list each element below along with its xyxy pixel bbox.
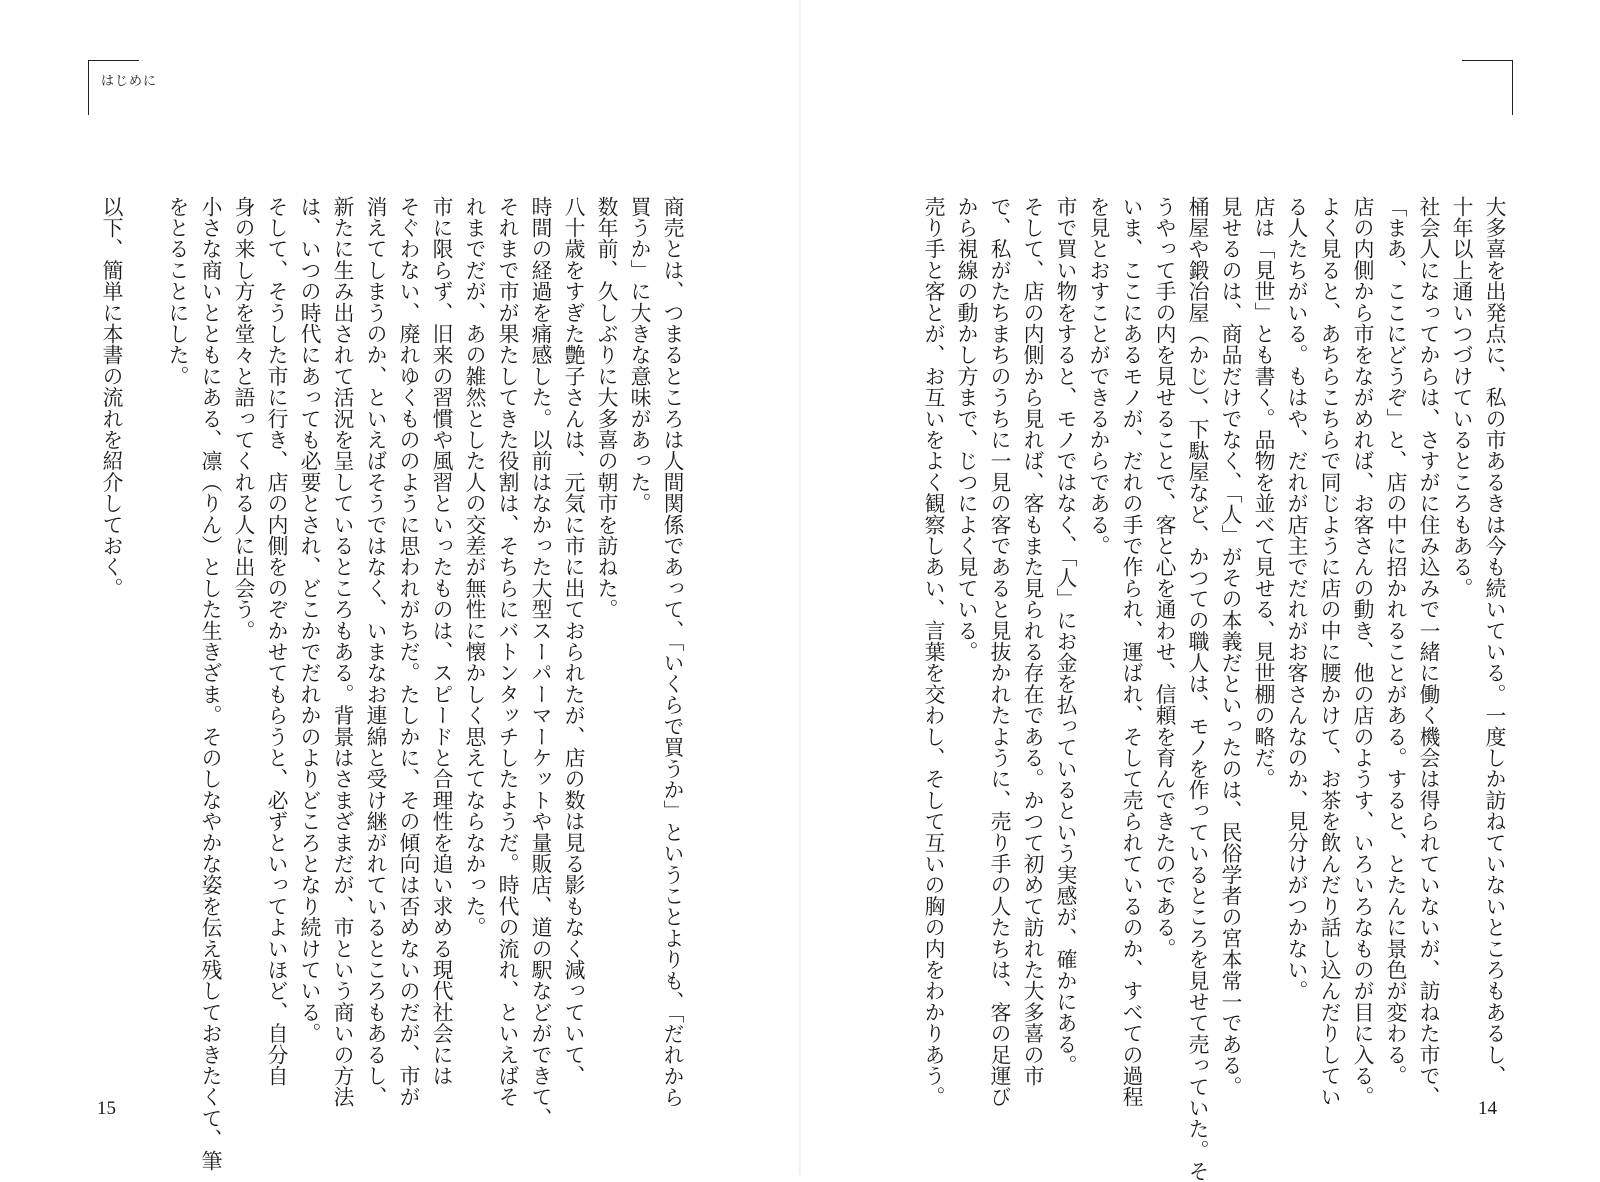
text-line: 以下、簡単に本書の流れを紹介しておく。 <box>99 196 123 599</box>
text-line: 店は「見世」とも書く。品物を並べて見せる、見世棚の略だ。 <box>1251 196 1275 790</box>
page-number-left: 15 <box>97 1098 116 1119</box>
text-line: うやって手の内を見せることで、客と心を通わせ、信頼を育んできたのである。 <box>1152 196 1176 960</box>
text-line: る人たちがいる。もはや、だれが店主でだれがお客さんなのか、見分けがつかない。 <box>1284 196 1308 1002</box>
text-line: 消えてしまうのか、といえばそうではなく、いまなお連綿と受け継がれているところもあるし、 <box>363 196 387 1108</box>
text-line: そして、店の内側から見れば、客もまた見られる存在である。かつて初めて訪れた大多喜の市 <box>1020 196 1044 1087</box>
text-line: 「まあ、ここにどうぞ」と、店の中に招かれることがある。すると、とたんに景色が変わる。 <box>1383 196 1407 1087</box>
text-line: は、いつの時代にあっても必要とされ、どこかでだれかのよりどころとなり続けている。 <box>297 196 321 1044</box>
text-line: をとることにした。 <box>165 196 189 387</box>
text-line: れまでだが、あの雑然とした人の交差が無性に懐かしく思えてならなかった。 <box>462 196 486 938</box>
text-line: 店の内側から市をながめれば、お客さんの動き、他の店のようす、いろいろなものが目に入る。 <box>1350 196 1374 1108</box>
text-line: 十年以上通いつづけているところもある。 <box>1449 196 1473 599</box>
text-line: 商売とは、つまるところは人間関係であって、「いくらで買うか」ということよりも、「だれから <box>660 196 684 1108</box>
text-line: 桶屋や鍛冶屋（かじ）、下駄屋など、かつての職人は、モノを作っているところを見せて売っていた。そ <box>1185 196 1209 1182</box>
page-gutter <box>799 0 801 1175</box>
text-line: 市に限らず、旧来の習慣や風習といったものは、スピードと合理性を追い求める現代社会には <box>429 196 453 1087</box>
text-line: それまで市が果たしてきた役割は、そちらにバトンタッチしたようだ。時代の流れ、といえばそ <box>495 196 519 1108</box>
text-line: 時間の経過を痛感した。以前はなかった大型スーパーマーケットや量販店、道の駅などができて、 <box>528 196 552 1129</box>
corner-mark-right <box>1462 60 1513 115</box>
text-line: 売り手と客とが、お互いをよく観察しあい、言葉を交わし、そして互いの胸の内をわかりあう。 <box>921 196 945 1108</box>
text-line: 身の来し方を堂々と語ってくれる人に出会う。 <box>231 196 255 642</box>
text-line: 大多喜を出発点に、私の市あるきは今も続いている。一度しか訪ねていないところもあるし、 <box>1482 196 1506 1087</box>
text-line: よく見ると、あちらこちらで同じように店の中に腰かけて、お茶を飲んだり話し込んだりしてい <box>1317 196 1341 1108</box>
text-line: 数年前、久しぶりに大多喜の朝市を訪ねた。 <box>594 196 618 620</box>
text-line: 社会人になってからは、さすがに住み込みで一緒に働く機会は得られていないが、訪ねた市で、 <box>1416 196 1440 1108</box>
text-line: を見とおすことができるからである。 <box>1086 196 1110 557</box>
text-line: そして、そうした市に行き、店の内側をのぞかせてもらうと、必ずといってよいほど、自分自 <box>264 196 288 1087</box>
text-line: 新たに生み出されて活況を呈しているところもある。背景はさまざまだが、市という商いの方法 <box>330 196 354 1108</box>
text-line: 見せるのは、商品だけでなく、「人」がその本義だといったのは、民俗学者の宮本常一である。 <box>1218 196 1242 1098</box>
text-line: 買うか」に大きな意味があった。 <box>627 196 651 514</box>
text-line: から視線の動かし方まで、じつによく見ている。 <box>954 196 978 663</box>
text-line: 市で買い物をすると、モノではなく、「人」にお金を払っているという実感が、確かにある。 <box>1053 196 1077 1076</box>
running-head: はじめに <box>101 74 158 89</box>
text-line: いま、ここにあるモノが、だれの手で作られ、運ばれ、そして売られているのか、すべての過程 <box>1119 196 1143 1108</box>
text-line: 小さな商いとともにある、凛（りん）とした生きざま。そのしなやかな姿を伝え残しておきたくて、筆 <box>198 196 222 1172</box>
page-number-right: 14 <box>1478 1098 1497 1119</box>
text-line: そぐわない、廃れゆくもののように思われがちだ。たしかに、その傾向は否めないのだが、市が <box>396 196 420 1108</box>
text-line: で、私がたちまちのうちに一見の客であると見抜かれたように、売り手の人たちは、客の足運び <box>987 196 1011 1108</box>
text-line: 八十歳をすぎた艶子さんは、元気に市に出ておられたが、店の数は見る影もなく減っていて、 <box>561 196 585 1087</box>
